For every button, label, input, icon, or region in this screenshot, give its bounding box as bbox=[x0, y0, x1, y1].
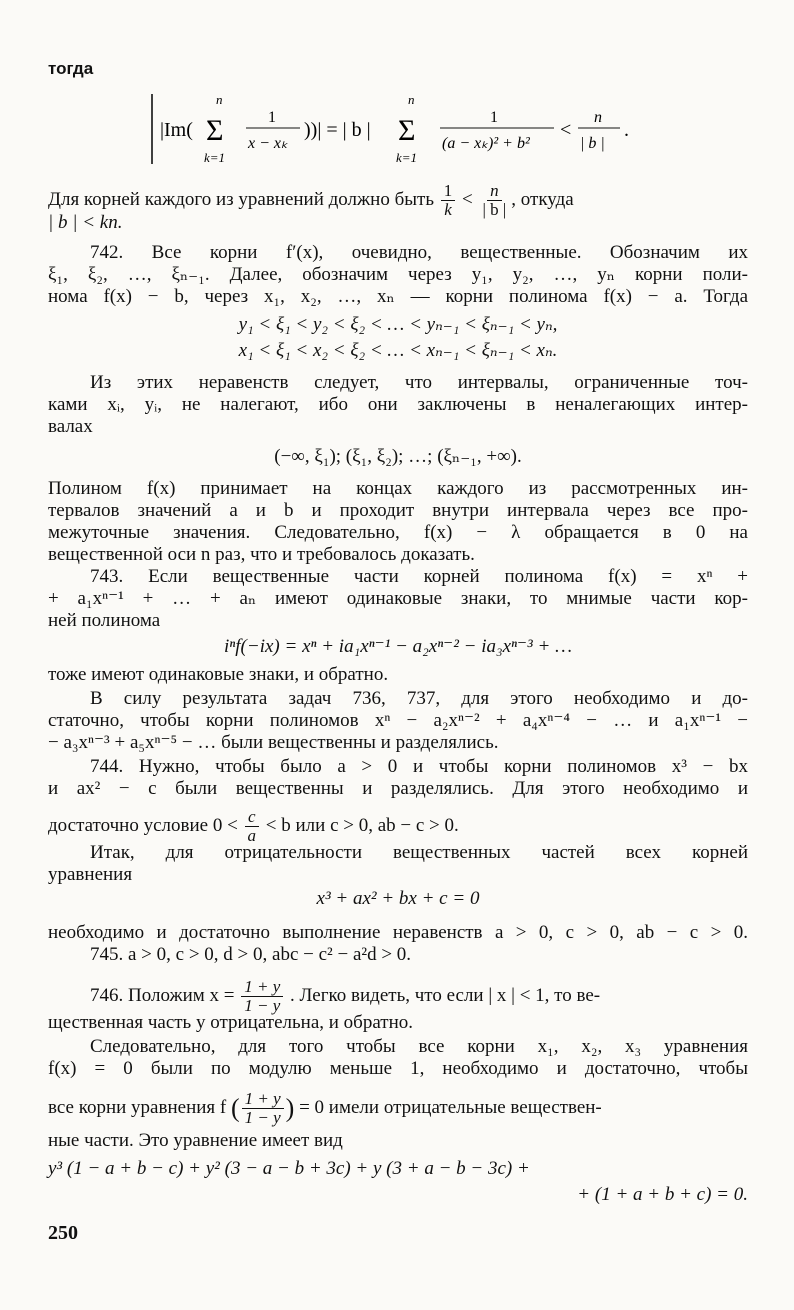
sum-bottom: k=1 bbox=[204, 150, 226, 165]
im-label: |Im( bbox=[160, 119, 193, 141]
text-line: нома f(x) − b, через x₁, x₂, …, xₙ — корни полинома f(x) − a. Тогда bbox=[48, 286, 748, 307]
text-line: уравнения bbox=[48, 864, 133, 885]
page-number: 250 bbox=[48, 1222, 78, 1244]
fraction-den: a bbox=[247, 826, 257, 845]
text-line: тоже имеют одинаковые знаки, и обратно. bbox=[48, 664, 389, 685]
formula-line: + (1 + a + b + c) = 0. bbox=[577, 1184, 748, 1205]
formula-end: . bbox=[624, 119, 629, 141]
text-line: Следовательно, для того чтобы все корни x₁, x₂, x₃ уравнения bbox=[90, 1036, 748, 1057]
text-line: − a₃xⁿ⁻³ + a₅xⁿ⁻⁵ − … были вещественны и разделялись. bbox=[48, 732, 499, 753]
fraction-num: 1 bbox=[441, 182, 456, 201]
text-line: ками xᵢ, yᵢ, не налегают, ибо они заключены в неналегающих интер- bbox=[48, 394, 748, 415]
running-head: тогда bbox=[48, 59, 94, 78]
formula-line: y³ (1 − a + b − c) + y² (3 − a − b + 3c) + y (3 + a − b − 3c) + bbox=[48, 1158, 530, 1179]
fraction-subst-2 bbox=[242, 1090, 284, 1127]
frac2-den: (a − xₖ)² + b² bbox=[442, 135, 530, 152]
text-segment: < b или c > 0, ab − c > 0. bbox=[265, 814, 459, 836]
ineq-sign: < bbox=[560, 119, 572, 141]
sum2-bottom: k=1 bbox=[396, 150, 418, 165]
text-line: В силу результата задач 736, 737, для этого необходимо и до- bbox=[90, 688, 748, 709]
text-line: 742. Все корни f′(x), очевидно, вещественные. Обозначим их bbox=[90, 242, 748, 263]
fraction-num: c bbox=[245, 808, 259, 827]
condition-line bbox=[48, 808, 748, 845]
text-segment: откуда bbox=[520, 188, 574, 210]
text-segment: = 0 имели отрицательные веществен- bbox=[299, 1096, 602, 1118]
text-line: Итак, для отрицательности вещественных частей всех корней bbox=[90, 842, 748, 863]
text-line: тервалов значений a и b и проходит внутри интервала через все про- bbox=[48, 500, 748, 521]
frac3-num: n bbox=[594, 109, 602, 126]
formula-top bbox=[150, 90, 710, 170]
fraction-num: 1 + y bbox=[241, 978, 283, 997]
sum2-top: n bbox=[408, 92, 415, 107]
fraction-den: 1 − y bbox=[244, 996, 281, 1015]
fraction-den: 1 − y bbox=[244, 1108, 281, 1127]
text-segment: 746. Положим x = bbox=[90, 984, 235, 1006]
text-segment: достаточно условие 0 < bbox=[48, 814, 238, 836]
sum-symbol-2: Σ bbox=[398, 114, 416, 147]
right-paren: ) bbox=[285, 1093, 295, 1123]
text-line: 745. a > 0, c > 0, d > 0, abc − c² − a²d > 0. bbox=[90, 944, 412, 965]
frac1-num: 1 bbox=[268, 109, 276, 126]
roots-condition-line: Для корней каждого из уравнений должно быть $\frac{1}{k}$ < $\frac{n}{| b |}$ , откуда bbox=[48, 181, 574, 219]
transformed-equation-line bbox=[48, 1090, 748, 1127]
text-line: + a₁xⁿ⁻¹ + … + aₙ имеют одинаковые знаки, то мнимые части кор- bbox=[48, 588, 748, 609]
left-paren: ( bbox=[230, 1093, 240, 1123]
frac2-num: 1 bbox=[490, 109, 498, 126]
text-segment: все корни уравнения f bbox=[48, 1096, 227, 1118]
fraction-c-over-a bbox=[245, 808, 260, 845]
text-line: Полином f(x) принимает на концах каждого из рассмотренных ин- bbox=[48, 478, 748, 499]
sum-symbol: Σ bbox=[206, 114, 224, 147]
sum-top: n bbox=[216, 92, 223, 107]
text-line: | b | < kn. bbox=[48, 212, 123, 233]
frac1-den: x − xₖ bbox=[248, 135, 288, 152]
text-line: ξ₁, ξ₂, …, ξₙ₋₁. Далее, обозначим через y₁, y₂, …, yₙ корни поли- bbox=[48, 264, 748, 285]
text-line: и ax² − c были вещественны и разделялись. Для этого необходимо и bbox=[48, 778, 748, 799]
fraction-num: 1 + y bbox=[242, 1090, 284, 1109]
middle-part: ))| = | b | bbox=[304, 119, 371, 141]
text-line: Из этих неравенств следует, что интервалы, ограниченные точ- bbox=[90, 372, 748, 393]
text-line: валах bbox=[48, 416, 93, 437]
formula-line: x₁ < ξ₁ < x₂ < ξ₂ < … < xₙ₋₁ < ξₙ₋₁ < xₙ. bbox=[238, 340, 558, 361]
fraction-den: k bbox=[444, 200, 452, 219]
text-line: статочно, чтобы корни полиномов xⁿ − a₂xⁿ⁻² + a₄xⁿ⁻⁴ − … и a₁xⁿ⁻¹ − bbox=[48, 710, 748, 731]
text-line: 744. Нужно, чтобы было a > 0 и чтобы корни полиномов x³ − bx bbox=[90, 756, 748, 777]
text-line: необходимо и достаточно выполнение неравенств a > 0, c > 0, ab − c > 0. bbox=[48, 922, 748, 943]
text-line: ные части. Это уравнение имеет вид bbox=[48, 1130, 343, 1151]
formula-line: (−∞, ξ₁); (ξ₁, ξ₂); …; (ξₙ₋₁, +∞). bbox=[274, 446, 522, 467]
text-line: щественная часть y отрицательна, и обратно. bbox=[48, 1012, 414, 1033]
formula-line: iⁿf(−ix) = xⁿ + ia₁xⁿ⁻¹ − a₂xⁿ⁻² − ia₃xⁿ⁻³ + … bbox=[224, 636, 572, 657]
frac3-den: | b | bbox=[580, 135, 605, 152]
formula-line: x³ + ax² + bx + c = 0 bbox=[316, 888, 480, 909]
fraction-subst bbox=[241, 978, 283, 1015]
text-segment: Для корней каждого из уравнений должно быть bbox=[48, 188, 434, 210]
text-segment: . Легко видеть, что если | x | < 1, то ве- bbox=[290, 984, 601, 1006]
text-line: f(x) = 0 были по модулю меньше 1, необходимо и достаточно, чтобы bbox=[48, 1058, 748, 1079]
substitution-line bbox=[90, 978, 748, 1015]
text-line: ней полинома bbox=[48, 610, 161, 631]
less-sign: < bbox=[461, 188, 473, 210]
text-line: 743. Если вещественные части корней полинома f(x) = xⁿ + bbox=[90, 566, 748, 587]
formula-line: y₁ < ξ₁ < y₂ < ξ₂ < … < yₙ₋₁ < ξₙ₋₁ < yₙ, bbox=[238, 314, 558, 335]
text-line: вещественной оси n раз, что и требовалось доказать. bbox=[48, 544, 475, 565]
fraction-den: | b | bbox=[482, 200, 507, 219]
fraction-num: n bbox=[487, 182, 502, 201]
text-line: межуточные значения. Следовательно, f(x) − λ обращается в 0 на bbox=[48, 522, 748, 543]
